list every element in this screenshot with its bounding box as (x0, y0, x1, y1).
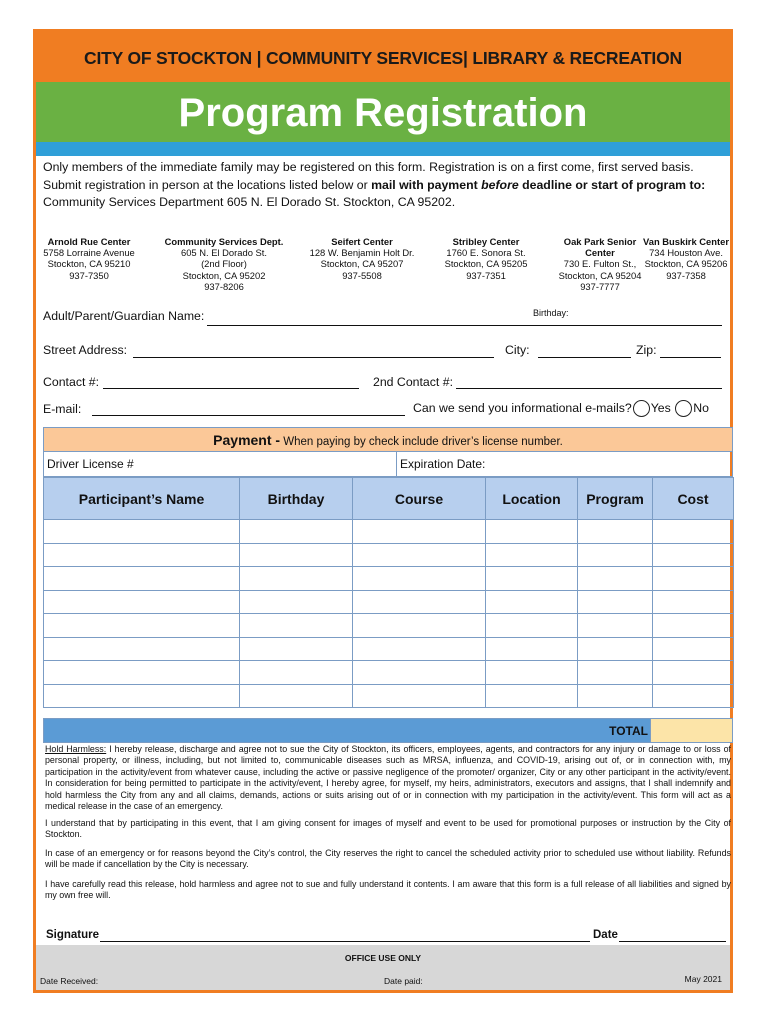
location-seifert (303, 236, 421, 281)
cell[interactable] (653, 637, 734, 661)
cell[interactable] (44, 567, 240, 591)
table-row (44, 661, 734, 685)
cell[interactable] (486, 567, 578, 591)
street-label: Street Address: (43, 343, 128, 357)
cell[interactable] (44, 543, 240, 567)
birthday-label: Birthday: (533, 308, 569, 318)
table-row (44, 543, 734, 567)
consent-images: I understand that by participating in this event, that I am giving consent for images of myself and event to be used for promotional purposes or instruction by the City of Stockton. (45, 818, 731, 840)
location-name: Van Buskirk Center (643, 236, 729, 247)
cell[interactable] (44, 590, 240, 614)
cell[interactable] (486, 684, 578, 708)
payment-note: When paying by check include driver’s license number. (280, 436, 563, 448)
location-line: 1760 E. Sonora St. (446, 247, 526, 259)
intro-line-2d: deadline or start of program to: (518, 177, 706, 192)
cell[interactable] (578, 520, 653, 544)
cell[interactable] (486, 543, 578, 567)
office-use-title: OFFICE USE ONLY (344, 953, 422, 963)
cell[interactable] (486, 520, 578, 544)
location-line: Stockton, CA 95210 (47, 258, 131, 270)
cell[interactable] (44, 614, 240, 638)
cell[interactable] (353, 637, 486, 661)
expiration-label: Expiration Date: (400, 457, 486, 471)
location-line: 730 E. Fulton St., (563, 258, 637, 270)
total-field[interactable] (650, 719, 732, 742)
cell[interactable] (653, 661, 734, 685)
contact-field[interactable] (103, 388, 359, 389)
location-stribley (431, 236, 541, 281)
date-field[interactable] (619, 941, 726, 942)
intro-text (43, 159, 728, 212)
email-consent-question: Can we send you informational e-mails? (413, 400, 632, 415)
payment-bar (43, 427, 733, 452)
page-title: Program Registration (36, 82, 730, 142)
table-row (44, 520, 734, 544)
cell[interactable] (653, 614, 734, 638)
header-stripe (36, 142, 730, 156)
city-header: CITY OF STOCKTON | COMMUNITY SERVICES| LIBRARY & RECREATION (36, 32, 730, 82)
signature-label: Signature (46, 929, 100, 941)
signature-field[interactable] (100, 941, 590, 942)
location-line: Stockton, CA 95204 (558, 269, 642, 281)
cell[interactable] (653, 590, 734, 614)
cell[interactable] (578, 684, 653, 708)
location-line: Stockton, CA 95207 (320, 258, 404, 270)
cell[interactable] (240, 520, 353, 544)
driver-license-row (43, 452, 733, 477)
hold-harmless (45, 744, 731, 812)
location-name: Oak Park Senior Center (563, 236, 637, 259)
cell[interactable] (578, 661, 653, 685)
cell[interactable] (240, 614, 353, 638)
radio-yes[interactable] (633, 400, 650, 417)
cell[interactable] (486, 614, 578, 638)
cell[interactable] (44, 520, 240, 544)
participant-table (43, 477, 734, 708)
intro-line-2a: Submit registration in person at the locations listed below or (43, 177, 372, 192)
street-address-field[interactable] (133, 357, 494, 358)
intro-line-2b: mail with payment (371, 177, 482, 192)
location-line: (2nd Floor) (201, 258, 247, 270)
yes-label: Yes (650, 400, 671, 415)
city-label: City: (505, 343, 530, 357)
date-received-label: Date Received: (40, 976, 99, 986)
zip-label: Zip: (636, 343, 657, 357)
dl-divider (396, 452, 397, 476)
email-field[interactable] (92, 415, 405, 416)
email-label: E-mail: (43, 402, 82, 416)
table-row (44, 590, 734, 614)
cell[interactable] (44, 637, 240, 661)
location-line: 605 N. El Dorado St. (181, 247, 267, 259)
cell[interactable] (240, 567, 353, 591)
payment-title: Payment - (213, 432, 281, 448)
location-line: 937-7358 (666, 269, 706, 281)
contact2-field[interactable] (456, 388, 722, 389)
date-paid-label: Date paid: (384, 976, 423, 986)
cell[interactable] (578, 590, 653, 614)
contact2-label: 2nd Contact #: (373, 375, 453, 389)
form-frame (33, 29, 733, 993)
location-line: 5758 Lorraine Avenue (43, 247, 135, 259)
cell[interactable] (44, 684, 240, 708)
table-row (44, 614, 734, 638)
location-name: Arnold Rue Center (47, 236, 131, 247)
cell[interactable] (578, 614, 653, 638)
col-cost: Cost (653, 478, 734, 520)
cell[interactable] (653, 543, 734, 567)
col-participant-name: Participant’s Name (44, 478, 240, 520)
no-label: No (693, 400, 709, 415)
cell[interactable] (353, 590, 486, 614)
email-consent (413, 400, 709, 417)
cell[interactable] (578, 567, 653, 591)
location-line: Stockton, CA 95206 (644, 258, 728, 270)
location-name: Seifert Center (331, 236, 393, 247)
intro-line-2 (43, 177, 728, 195)
office-use-section (36, 945, 730, 990)
location-line: 937-5508 (342, 269, 382, 281)
cell[interactable] (240, 637, 353, 661)
table-row (44, 567, 734, 591)
cell[interactable] (353, 614, 486, 638)
col-location: Location (486, 478, 578, 520)
cell[interactable] (353, 661, 486, 685)
location-line: 937-8206 (204, 280, 244, 292)
col-birthday: Birthday (240, 478, 353, 520)
total-row (43, 718, 733, 743)
table-row (44, 637, 734, 661)
location-line: 734 Houston Ave. (649, 247, 723, 259)
hold-harmless-text: I hereby release, discharge and agree not to sue the City of Stockton, its officers, employees, agents, and contractors for any injury or damage to or loss of personal property, or illness, including, but not limited to, communicable diseases such as MRSA, influenza, and COVID-19, arising out of, or in connection with, my participation in the activity/event from whatever cause, including the active or passive negligence of the promoter/ organizer, City or any other participant in the activity/event. In consideration for being permitted to participate in the activity/event, I hereby agree, for myself, my heirs, administrators, executors and assigns, that I shall indemnify and hold harmless the City from any and all claims, demands, actions or suits arising out of or in connection with my participation in the activity/event. This form will act as a medical release in the case of an emergency. (45, 744, 731, 812)
cell[interactable] (578, 637, 653, 661)
location-line: Stockton, CA 95202 (182, 269, 266, 281)
col-program: Program (578, 478, 653, 520)
total-label: TOTAL (609, 724, 648, 738)
location-line: 937-7350 (69, 269, 109, 281)
location-community-services (154, 236, 294, 292)
table-row (44, 684, 734, 708)
cell[interactable] (653, 684, 734, 708)
city-field[interactable] (538, 357, 631, 358)
cell[interactable] (353, 567, 486, 591)
cell[interactable] (240, 590, 353, 614)
cell[interactable] (653, 567, 734, 591)
col-course: Course (353, 478, 486, 520)
contact-label: Contact #: (43, 375, 100, 389)
guardian-name-field[interactable] (207, 325, 722, 326)
cell[interactable] (353, 543, 486, 567)
cell[interactable] (44, 661, 240, 685)
cell[interactable] (240, 543, 353, 567)
cell[interactable] (240, 661, 353, 685)
hold-harmless-label: Hold Harmless: (45, 744, 107, 754)
intro-line-1: Only members of the immediate family may be registered on this form. Registration is on a first come, first served basis. (43, 160, 694, 174)
location-name: Stribley Center (452, 236, 520, 247)
cell[interactable] (486, 661, 578, 685)
cell[interactable] (486, 590, 578, 614)
location-line: 128 W. Benjamin Holt Dr. (309, 247, 415, 259)
location-van-buskirk (636, 236, 736, 281)
location-oak-park (552, 236, 648, 292)
intro-line-3: Community Services Department 605 N. El Dorado St. Stockton, CA 95202. (43, 195, 456, 209)
cell[interactable] (653, 520, 734, 544)
cell[interactable] (353, 520, 486, 544)
cell[interactable] (578, 543, 653, 567)
guardian-label: Adult/Parent/Guardian Name: (43, 309, 205, 323)
intro-line-2c: before (481, 177, 519, 192)
revision-date: May 2021 (684, 974, 722, 984)
date-label: Date (593, 929, 618, 941)
location-arnold-rue (36, 236, 142, 281)
cell[interactable] (353, 684, 486, 708)
location-name: Community Services Dept. (164, 236, 284, 247)
zip-field[interactable] (660, 357, 721, 358)
radio-no[interactable] (675, 400, 692, 417)
location-line: 937-7777 (580, 280, 620, 292)
location-line: 937-7351 (466, 269, 506, 281)
release-statement: I have carefully read this release, hold harmless and agree not to sue and fully understand it contents. I am aware that this form is a full release of all liabilities and signed by my own free will. (45, 879, 731, 901)
cell[interactable] (486, 637, 578, 661)
cell[interactable] (240, 684, 353, 708)
location-line: Stockton, CA 95205 (444, 258, 528, 270)
driver-license-label: Driver License # (47, 457, 134, 471)
cancellation-policy: In case of an emergency or for reasons beyond the City’s control, the City reserves the right to cancel the scheduled activity prior to scheduled use without liability. Refunds will be made if cancellation by the City is necessary. (45, 848, 731, 870)
